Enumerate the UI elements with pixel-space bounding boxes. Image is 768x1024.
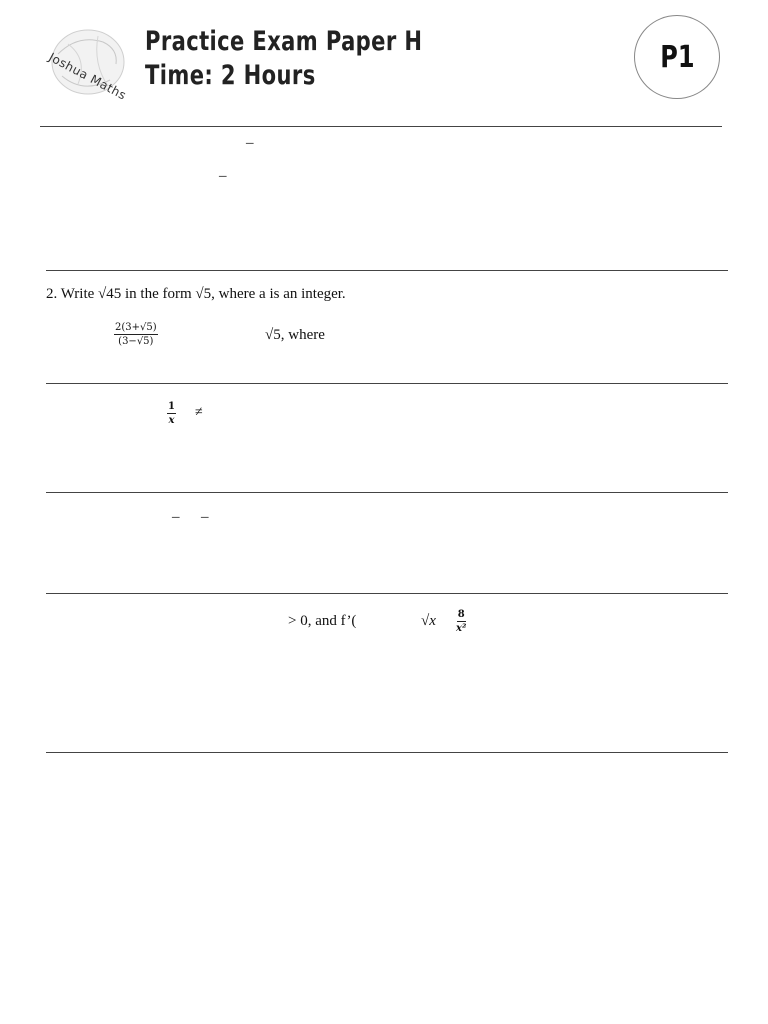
question-divider-5 xyxy=(46,752,728,753)
paper-badge xyxy=(634,15,720,99)
q2-fraction-denominator: (3−√5) xyxy=(118,336,154,347)
q2-text: 2. Write √45 in the form √5, where a is an integer. xyxy=(46,286,346,302)
paper-time: Time: 2 Hours xyxy=(145,60,316,91)
q3-fraction-denominator: x xyxy=(168,415,175,426)
paper-badge-label: P1 xyxy=(659,39,695,75)
q3-not-equal: ≠ xyxy=(195,405,203,420)
q5-fraction-numerator: 8 xyxy=(457,609,465,620)
question-divider-4 xyxy=(46,593,728,594)
q5-fraction xyxy=(456,609,466,634)
q2-fraction-numerator: 2(3+√5) xyxy=(115,322,157,333)
question-divider-1 xyxy=(46,270,728,271)
q5-text: > 0, and f’( xyxy=(288,613,357,629)
q2-right-text: √5, where xyxy=(265,327,325,343)
paper-title: Practice Exam Paper H xyxy=(145,26,423,57)
question-divider-3 xyxy=(46,492,728,493)
header-divider xyxy=(40,126,722,127)
question-divider-2 xyxy=(46,383,728,384)
q4-fragment-1: – xyxy=(172,509,180,525)
q3-fraction xyxy=(167,401,176,426)
q4-fragment-2: – xyxy=(201,509,209,525)
logo-text: Joshua Maths xyxy=(46,50,129,103)
q5-sqrt-x: √x xyxy=(421,613,436,629)
q3-fraction-numerator: 1 xyxy=(168,401,175,412)
q1-fragment-1: – xyxy=(246,135,254,151)
q5-fraction-denominator: x² xyxy=(456,623,467,634)
q1-fragment-2: – xyxy=(219,168,227,184)
q2-fraction xyxy=(114,322,158,347)
